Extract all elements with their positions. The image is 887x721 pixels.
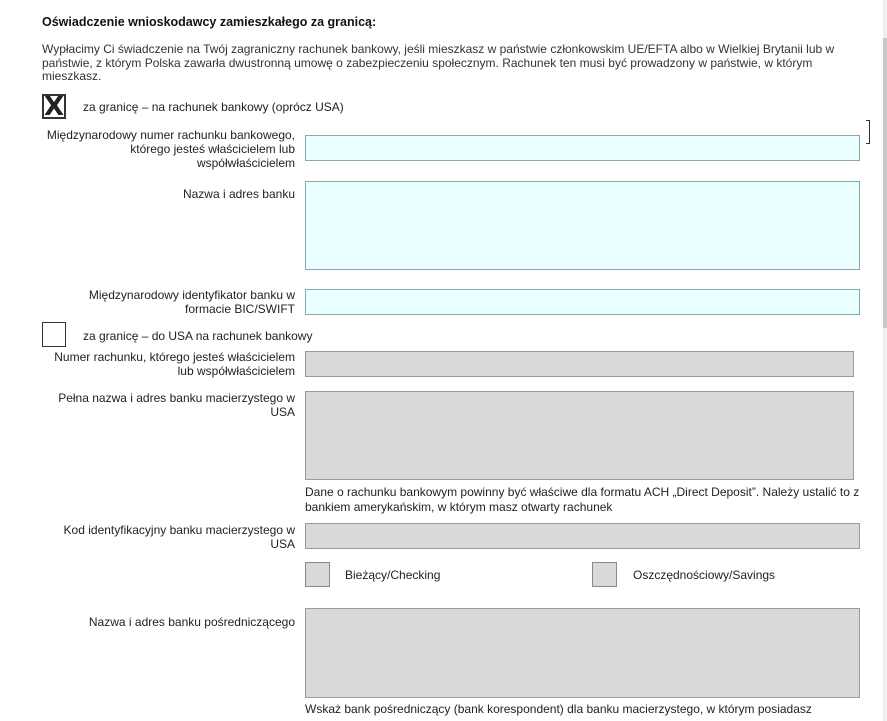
intermediary-hint-text: Wskaż bank pośredniczący (bank korespondent) dla banku macierzystego, w którym posiadasz (305, 702, 812, 716)
usa-bank-code-label: Kod identyfikacyjny banku macierzystego w USA (63, 523, 295, 551)
section-heading: Oświadczenie wnioskodawcy zamieszkałego za granicą: (42, 15, 377, 29)
scrollbar-thumb[interactable] (883, 38, 887, 328)
checking-label: Bieżący/Checking (345, 568, 441, 582)
bic-label: Międzynarodowy identyfikator banku w formacie BIC/SWIFT (88, 288, 295, 316)
iban-label: Międzynarodowy numer rachunku bankowego, którego jesteś właścicielem lub współwłaścicielem (46, 128, 295, 170)
bank-name-textarea[interactable] (305, 181, 860, 270)
checking-checkbox[interactable] (305, 562, 330, 587)
bic-input[interactable] (305, 289, 860, 315)
abroad-checkbox[interactable] (42, 91, 66, 122)
usa-account-label: Numer rachunku, którego jesteś właścicielem lub współwłaścicielem (54, 350, 295, 378)
usa-bank-code-input[interactable] (305, 523, 860, 549)
intermediary-bank-textarea[interactable] (305, 608, 860, 698)
iban-input[interactable] (305, 135, 860, 161)
usa-bank-label: Pełna nazwa i adres banku macierzystego w USA (58, 391, 295, 419)
savings-checkbox[interactable] (592, 562, 617, 587)
intro-text: Wypłacimy Ci świadczenie na Twój zagraniczny rachunek bankowy, jeśli mieszkasz w państwie członkowskim UE/EFTA albo w Wielkiej Brytanii lub w państwie, z którym Polska zawarła dwustronną umowę o zabezpieczeniu społecznym. Rachunek ten musi być prowadzony w państwie, w którym mieszkasz. (42, 42, 835, 83)
bank-name-label: Nazwa i adres banku (182, 187, 295, 201)
checkmark-x-icon: X (43, 91, 65, 122)
savings-label: Oszczędnościowy/Savings (633, 568, 776, 582)
usa-bank-textarea[interactable] (305, 391, 854, 480)
ach-hint-text: Dane o rachunku bankowym powinny być właściwe dla formatu ACH „Direct Deposit”. Należy ustalić to z bankiem amerykańskim, w którym masz otwarty rachunek (305, 485, 860, 514)
usa-checkbox[interactable] (42, 322, 66, 347)
abroad-option-label: za granicę – na rachunek bankowy (oprócz USA) (83, 100, 344, 114)
usa-account-input[interactable] (305, 351, 854, 377)
field-bracket-marker (866, 120, 870, 144)
usa-option-label: za granicę – do USA na rachunek bankowy (83, 329, 313, 343)
intermediary-bank-label: Nazwa i adres banku pośredniczącego (88, 615, 295, 629)
